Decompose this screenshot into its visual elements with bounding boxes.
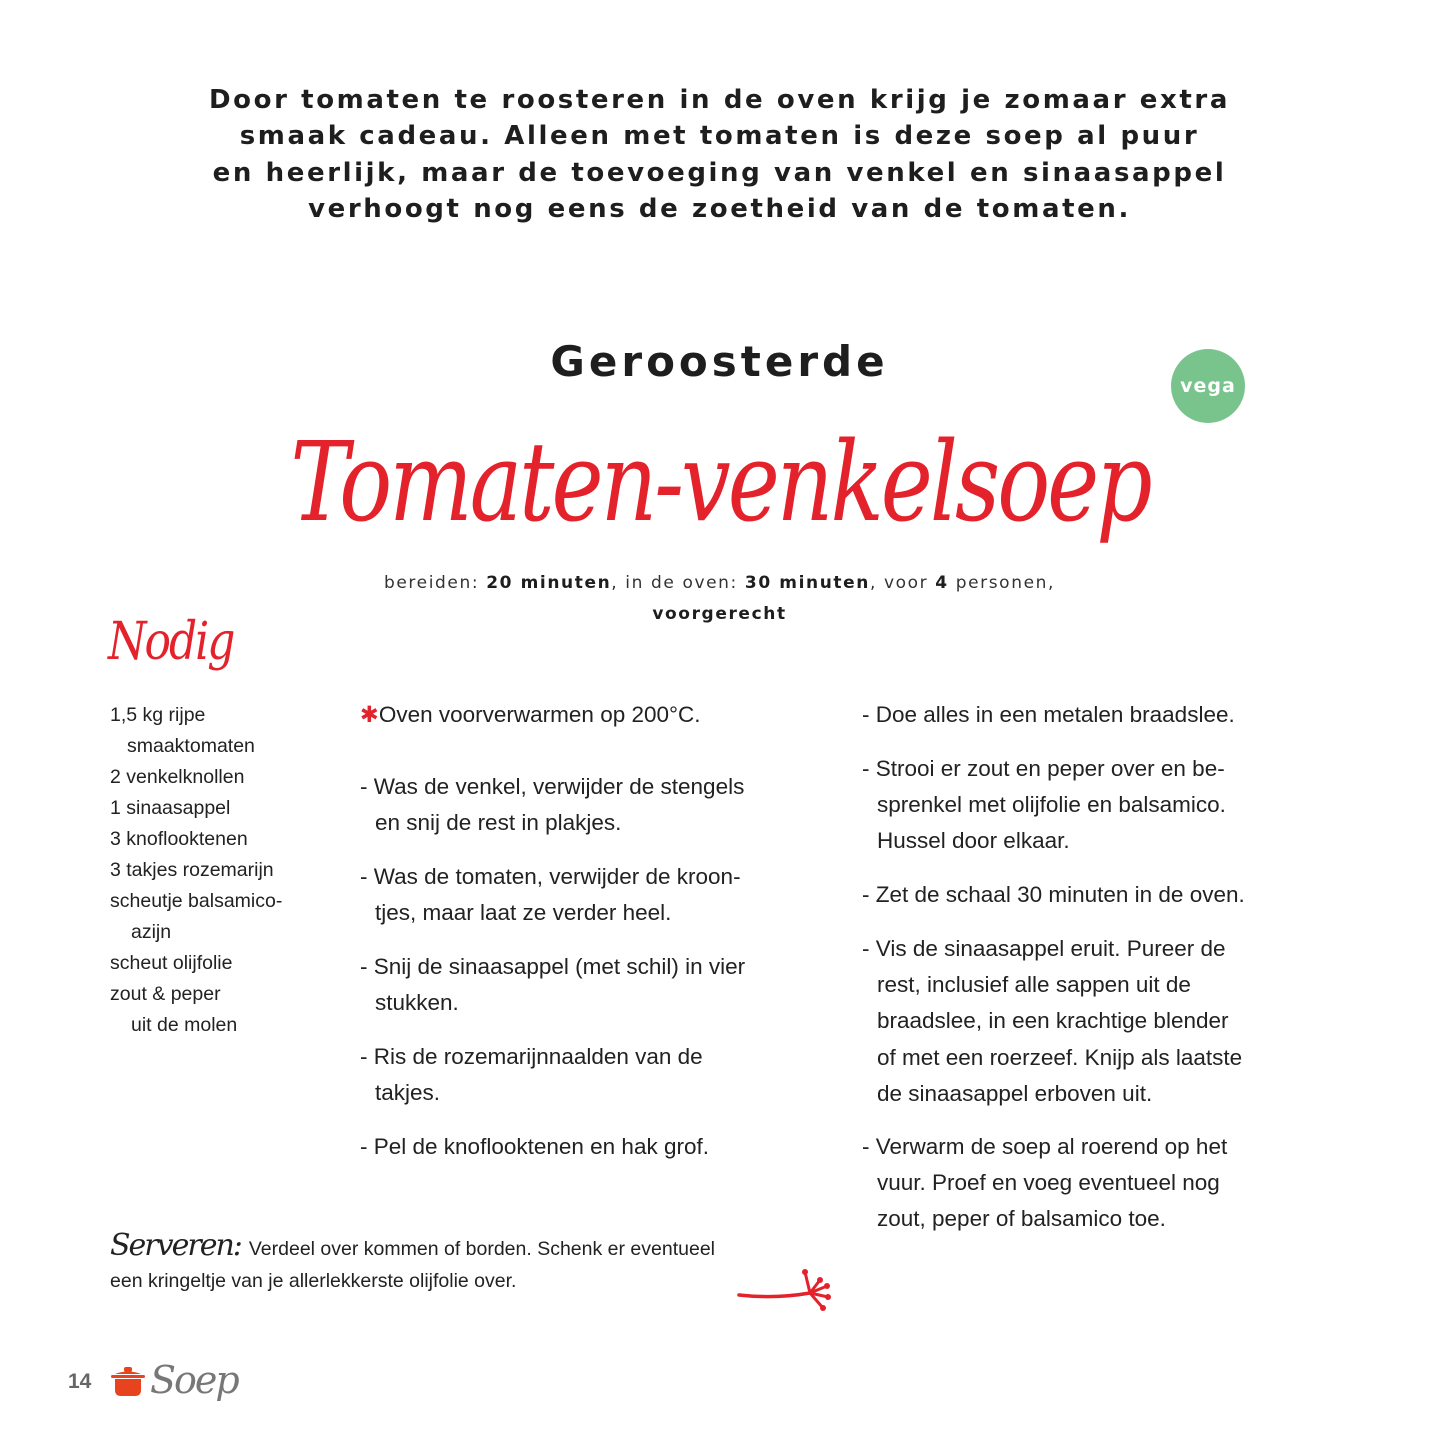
prep-label: bereiden: (383, 573, 487, 593)
serve-line: een kringeltje van je allerlekkerste olijfolie over. (110, 1270, 517, 1292)
ingredient-item: uit de molen (131, 1014, 238, 1036)
intro-line: smaak cadeau. Alleen met tomaten is deze soep al puur (239, 121, 1200, 152)
course: voorgerecht (652, 604, 787, 624)
ingredient-item: 3 knoflooktenen (110, 828, 248, 850)
section-name: Soep (150, 1358, 238, 1402)
oven-label: , in de oven: (611, 573, 745, 593)
ingredient-item: 3 takjes rozemarijn (110, 859, 274, 881)
step-item (360, 1039, 703, 1111)
step-item (862, 931, 1242, 1112)
step-line: - Was de venkel, verwijder de stengels (360, 774, 745, 799)
step-line: tjes, maar laat ze verder heel. (375, 900, 672, 926)
ingredients-heading: Nodig (108, 610, 234, 672)
step-item (862, 751, 1226, 860)
step-item (360, 859, 741, 931)
step-line: takjes. (375, 1080, 441, 1106)
step-line: zout, peper of balsamico toe. (877, 1206, 1166, 1232)
step-line: - Strooi er zout en peper over en be- (862, 756, 1225, 781)
ingredient-item: azijn (131, 921, 172, 943)
step-line: stukken. (375, 990, 459, 1016)
step-item (862, 877, 1245, 913)
serve-line: Verdeel over kommen of borden. Schenk er eventueel (248, 1238, 715, 1260)
ingredient-item: smaaktomaten (127, 735, 255, 757)
step-item (862, 697, 1235, 733)
step-line: ✱Oven voorverwarmen op 200°C. (360, 702, 701, 727)
page-number: 14 (68, 1370, 92, 1393)
step-line: - Pel de knoflooktenen en hak grof. (360, 1134, 709, 1159)
step-line: - Vis de sinaasappel eruit. Pureer de (862, 936, 1226, 961)
oven-time: 30 minuten (744, 573, 870, 593)
step-line: braadslee, in een krachtige blender (877, 1008, 1229, 1034)
step-line: Hussel door elkaar. (877, 828, 1070, 854)
step-line: - Doe alles in een metalen braadslee. (862, 702, 1235, 727)
step-line: sprenkel met olijfolie en balsamico. (877, 792, 1226, 818)
ingredient-item: 1 sinaasappel (110, 797, 231, 819)
persons-label: personen, (948, 573, 1055, 593)
recipe-title: Tomaten-venkelsoep (290, 417, 1150, 547)
step-line: - Was de tomaten, verwijder de kroon- (360, 864, 741, 889)
asterisk-icon: ✱ (360, 702, 379, 727)
step-line: - Zet de schaal 30 minuten in de oven. (862, 882, 1245, 907)
step-item (360, 1129, 709, 1165)
ingredient-item: scheut olijfolie (110, 952, 233, 974)
intro-text (0, 82, 1439, 227)
persons-count: 4 (935, 573, 949, 593)
ingredient-item: 2 venkelknollen (110, 766, 245, 788)
step-line: - Ris de rozemarijnnaalden van de (360, 1044, 703, 1069)
intro-line: verhoogt nog eens de zoetheid van de tomaten. (308, 193, 1131, 224)
recipe-subtitle: Geroosterde (550, 337, 889, 386)
cooking-pot-icon (110, 1366, 146, 1398)
intro-line: en heerlijk, maar de toevoeging van venkel en sinaasappel (212, 157, 1227, 188)
ingredient-item: scheutje balsamico- (110, 890, 283, 912)
step-item (360, 697, 701, 733)
ingredient-item: zout & peper (110, 983, 221, 1005)
step-line: rest, inclusief alle sappen uit de (877, 972, 1191, 998)
step-item (862, 1129, 1227, 1238)
step-line: - Snij de sinaasappel (met schil) in vier (360, 954, 746, 979)
decorative-sprig-icon (735, 1266, 835, 1316)
intro-line: Door tomaten te roosteren in de oven krijg je zomaar extra (209, 85, 1230, 115)
vega-badge: vega (1171, 349, 1245, 423)
step-line: de sinaasappel erboven uit. (877, 1080, 1153, 1106)
step-line: vuur. Proef en voeg eventueel nog (877, 1170, 1220, 1196)
serve-label: Serveren: (110, 1228, 241, 1263)
step-line: - Verwarm de soep al roerend op het (862, 1134, 1228, 1159)
serving-note (110, 1230, 715, 1297)
ingredient-item: 1,5 kg rijpe (110, 704, 206, 726)
step-line: of met een roerzeef. Knijp als laatste (877, 1044, 1243, 1070)
step-item (360, 769, 744, 841)
ingredients-list (110, 700, 350, 1041)
step-item (360, 949, 745, 1021)
prep-time: 20 minuten (486, 573, 612, 593)
step-line: en snij de rest in plakjes. (375, 810, 622, 836)
for-label: , voor (869, 573, 936, 593)
